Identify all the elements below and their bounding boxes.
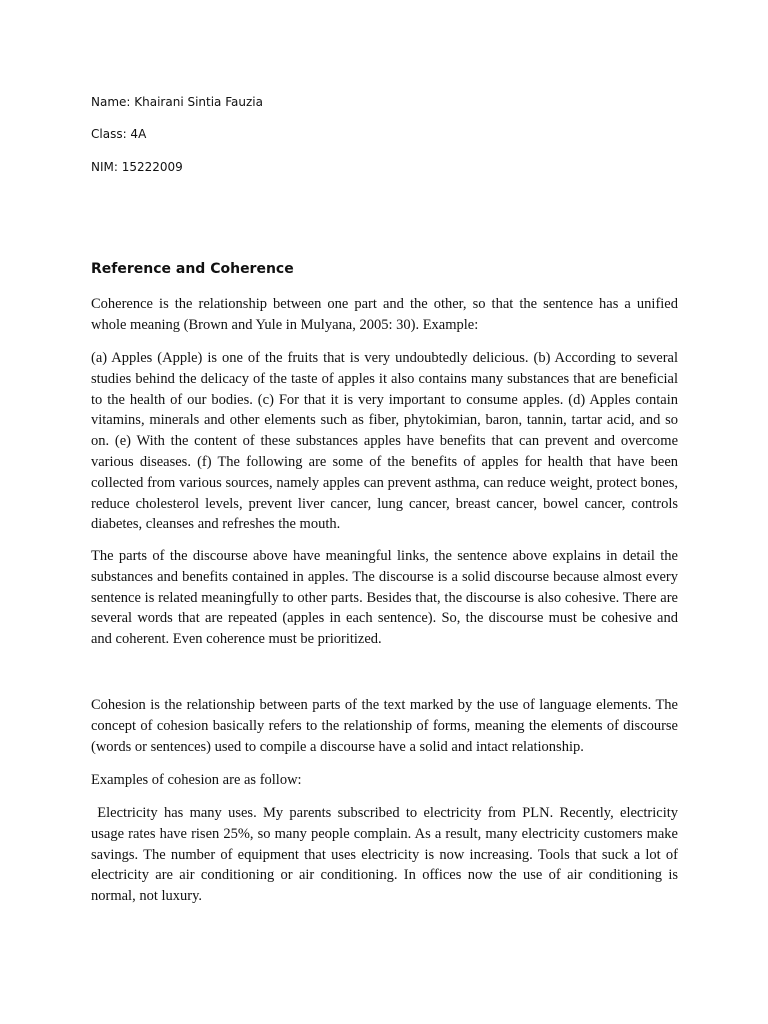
paragraph-apple-example: (a) Apples (Apple) is one of the fruits that is very undoubtedly delicious. (b) According to several studies behind the delicacy of the taste of apples it also contains many substances that are beneficial to the health of our bodies. (c) For that it is very important to consume apples. (d) Apples contain vitamins, minerals and other elements such as fiber, phytokimian, baron, tannin, tartar acid, and so on. (e) With the content of these substances apples have benefits that can prevent and overcome various diseases. (f) The following are some of the benefits of apples for health that have been collected from various sources, namely apples can prevent asthma, can reduce weight, protect bones, reduce cholesterol levels, prevent liver cancer, lung cancer, breast cancer, bowel cancer, controls diabetes, cleanses and refreshes the mouth. xyxy=(91,350,678,533)
paragraph-electricity-example: Electricity has many uses. My parents subscribed to electricity from PLN. Recently, electricity usage rates have risen 25%, so many people complain. As a result, many electricity customers make savings. The number of equipment that uses electricity is now increasing. Tools that suck a lot of electricity are air conditioning or air conditioning. In offices now the use of air conditioning is normal, not luxury. xyxy=(91,805,682,905)
paragraph-discourse-analysis: The parts of the discourse above have meaningful links, the sentence above explains in detail the substances and benefits contained in apples. The discourse is a solid discourse because almost every sentence is related meaningfully to other parts. Besides that, the discourse is also cohesive. There are several words that are repeated (apples in each sentence). So, the discourse must be cohesive and and coherent. Even coherence must be prioritized. xyxy=(91,548,678,648)
student-nim: NIM: 15222009 xyxy=(91,160,183,174)
paragraph-coherence-definition: Coherence is the relationship between one part and the other, so that the sentence has a unified whole meaning (Brown and Yule in Mulyana, 2005: 30). Example: xyxy=(91,296,678,333)
paragraph-cohesion-examples-intro: Examples of cohesion are as follow: xyxy=(91,772,302,788)
paragraph-cohesion-definition: Cohesion is the relationship between parts of the text marked by the use of language elements. The concept of cohesion basically refers to the relationship of forms, meaning the elements of discourse (words or sentences) used to compile a discourse have a solid and intact relationship. xyxy=(91,697,678,755)
document-title: Reference and Coherence xyxy=(91,261,294,277)
student-class: Class: 4A xyxy=(91,127,147,141)
student-name: Name: Khairani Sintia Fauzia xyxy=(91,95,263,109)
